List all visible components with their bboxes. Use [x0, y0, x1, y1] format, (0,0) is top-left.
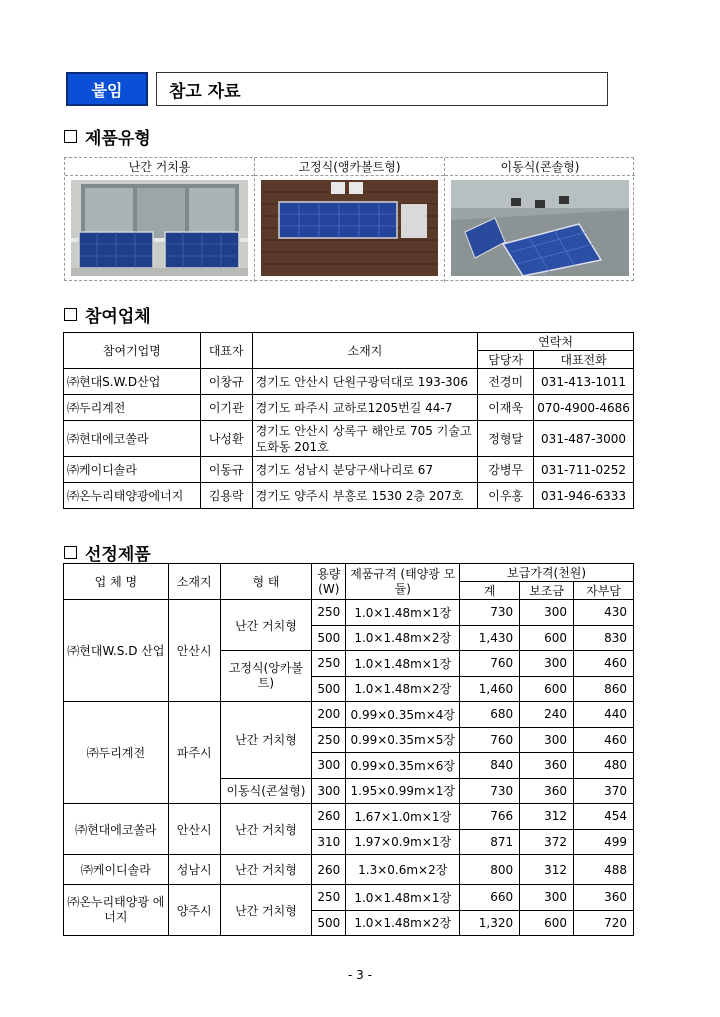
type-cell: 난간 거치형: [220, 855, 312, 885]
section-title-product-types: [64, 124, 151, 149]
capacity-cell: 250: [312, 727, 346, 753]
self-cell: 454: [574, 804, 634, 830]
ceo-cell: 나성환: [200, 421, 252, 457]
header-subsidy: 보조금: [520, 582, 574, 600]
product-type-portable: [445, 158, 635, 282]
self-cell: 860: [574, 676, 634, 702]
total-cell: 1,460: [460, 676, 520, 702]
product-type-label: 고정식(앵카볼트형): [255, 158, 444, 176]
subsidy-cell: 240: [520, 702, 574, 728]
capacity-cell: 250: [312, 651, 346, 677]
total-cell: 760: [460, 727, 520, 753]
header-type: 형 태: [220, 564, 312, 600]
subsidy-cell: 300: [520, 727, 574, 753]
table-row: [64, 421, 634, 457]
table-row: [64, 369, 634, 395]
total-cell: 840: [460, 753, 520, 779]
type-cell: 고정식(앙카볼트): [220, 651, 312, 702]
total-cell: 660: [460, 885, 520, 911]
type-cell: 난간 거치형: [220, 600, 312, 651]
address-cell: 경기도 안산시 단원구광덕대로 193-306: [252, 369, 478, 395]
product-type-fixed: [255, 158, 445, 282]
address-cell: 경기도 성남시 분당구새나리로 67: [252, 457, 478, 483]
self-cell: 460: [574, 727, 634, 753]
phone-cell: 031-413-1011: [534, 369, 634, 395]
capacity-cell: 500: [312, 676, 346, 702]
subsidy-cell: 300: [520, 600, 574, 626]
header-company: 업 체 명: [64, 564, 169, 600]
header-manager: 담당자: [478, 351, 534, 369]
company-cell: ㈜현대W.S.D 산업: [64, 600, 169, 702]
square-bullet-icon: [64, 130, 77, 143]
manager-cell: 강병무: [478, 457, 534, 483]
header-ceo: 대표자: [200, 333, 252, 369]
type-cell: 난간 거치형: [220, 804, 312, 855]
company-cell: ㈜케이디솔라: [64, 457, 201, 483]
company-cell: ㈜현대에코쏠라: [64, 804, 169, 855]
manager-cell: 정형달: [478, 421, 534, 457]
total-cell: 730: [460, 600, 520, 626]
fixed-anchor-photo: [261, 180, 438, 276]
subsidy-cell: 360: [520, 753, 574, 779]
header-phone: 대표전화: [534, 351, 634, 369]
company-cell: ㈜두리계전: [64, 702, 169, 804]
company-cell: ㈜두리계전: [64, 395, 201, 421]
document-header: [66, 72, 608, 106]
address-cell: 경기도 양주시 부흥로 1530 2층 207호: [252, 483, 478, 509]
capacity-cell: 500: [312, 625, 346, 651]
header-contact: 연락처: [478, 333, 634, 351]
subsidy-cell: 312: [520, 804, 574, 830]
spec-cell: 1.97×0.9m×1장: [346, 829, 460, 855]
subsidy-cell: 600: [520, 625, 574, 651]
total-cell: 680: [460, 702, 520, 728]
product-type-label: 난간 거치용: [65, 158, 254, 176]
header-company: 참여기업명: [64, 333, 201, 369]
spec-cell: 1.0×1.48m×1장: [346, 600, 460, 626]
capacity-cell: 300: [312, 778, 346, 804]
table-row: [64, 885, 634, 911]
subsidy-cell: 312: [520, 855, 574, 885]
spec-cell: 0.99×0.35m×4장: [346, 702, 460, 728]
product-type-label: 이동식(콘솔형): [445, 158, 635, 176]
self-cell: 720: [574, 910, 634, 936]
capacity-cell: 310: [312, 829, 346, 855]
subsidy-cell: 300: [520, 885, 574, 911]
self-cell: 460: [574, 651, 634, 677]
company-cell: ㈜온누리태양광에너지: [64, 483, 201, 509]
total-cell: 1,320: [460, 910, 520, 936]
spec-cell: 1.0×1.48m×2장: [346, 910, 460, 936]
type-cell: 이동식(콘설형): [220, 778, 312, 804]
table-row: [64, 804, 634, 830]
spec-cell: 1.0×1.48m×1장: [346, 651, 460, 677]
table-row: [64, 855, 634, 885]
spec-cell: 1.3×0.6m×2장: [346, 855, 460, 885]
ceo-cell: 이기관: [200, 395, 252, 421]
capacity-cell: 260: [312, 855, 346, 885]
self-cell: 360: [574, 885, 634, 911]
spec-cell: 0.99×0.35m×5장: [346, 727, 460, 753]
header-total: 계: [460, 582, 520, 600]
table-row: [64, 600, 634, 626]
self-cell: 370: [574, 778, 634, 804]
self-cell: 480: [574, 753, 634, 779]
header-capacity: 용량 (W): [312, 564, 346, 600]
attachment-badge: 붙임: [66, 72, 148, 106]
page-number: - 3 -: [348, 968, 372, 982]
phone-cell: 031-711-0252: [534, 457, 634, 483]
location-cell: 파주시: [168, 702, 220, 804]
type-cell: 난간 거치형: [220, 885, 312, 936]
section-title-text: 참여업체: [85, 307, 151, 327]
header-spec: 제품규격 (태양광 모듈): [346, 564, 460, 600]
portable-console-photo: [451, 180, 629, 276]
self-cell: 499: [574, 829, 634, 855]
spec-cell: 1.0×1.48m×1장: [346, 885, 460, 911]
participants-table: [63, 332, 634, 509]
address-cell: 경기도 안산시 상록구 해안로 705 기술고도화동 201호: [252, 421, 478, 457]
table-row: [64, 702, 634, 728]
self-cell: 488: [574, 855, 634, 885]
total-cell: 730: [460, 778, 520, 804]
subsidy-cell: 372: [520, 829, 574, 855]
location-cell: 안산시: [168, 804, 220, 855]
capacity-cell: 260: [312, 804, 346, 830]
square-bullet-icon: [64, 308, 77, 321]
section-title-participants: [64, 302, 151, 327]
type-cell: 난간 거치형: [220, 702, 312, 779]
table-row: [64, 395, 634, 421]
total-cell: 871: [460, 829, 520, 855]
self-cell: 440: [574, 702, 634, 728]
spec-cell: 1.0×1.48m×2장: [346, 625, 460, 651]
subsidy-cell: 600: [520, 676, 574, 702]
subsidy-cell: 600: [520, 910, 574, 936]
capacity-cell: 250: [312, 600, 346, 626]
section-title-text: 선정제품: [85, 545, 151, 565]
phone-cell: 031-946-6333: [534, 483, 634, 509]
header-self: 자부담: [574, 582, 634, 600]
subsidy-cell: 360: [520, 778, 574, 804]
capacity-cell: 200: [312, 702, 346, 728]
table-row: [64, 483, 634, 509]
spec-cell: 1.67×1.0m×1장: [346, 804, 460, 830]
spec-cell: 1.95×0.99m×1장: [346, 778, 460, 804]
capacity-cell: 250: [312, 885, 346, 911]
total-cell: 766: [460, 804, 520, 830]
spec-cell: 0.99×0.35m×6장: [346, 753, 460, 779]
manager-cell: 이재욱: [478, 395, 534, 421]
capacity-cell: 300: [312, 753, 346, 779]
location-cell: 안산시: [168, 600, 220, 702]
header-address: 소재지: [252, 333, 478, 369]
square-bullet-icon: [64, 546, 77, 559]
product-type-railing: [65, 158, 255, 282]
manager-cell: 이우홍: [478, 483, 534, 509]
ceo-cell: 이창규: [200, 369, 252, 395]
header-price: 보급가격(천원): [460, 564, 634, 582]
address-cell: 경기도 파주시 교하로1205번길 44-7: [252, 395, 478, 421]
company-cell: ㈜현대에코쏠라: [64, 421, 201, 457]
ceo-cell: 이동규: [200, 457, 252, 483]
company-cell: ㈜온누리태양광 에너지: [64, 885, 169, 936]
total-cell: 760: [460, 651, 520, 677]
company-cell: ㈜케이디솔라: [64, 855, 169, 885]
spec-cell: 1.0×1.48m×2장: [346, 676, 460, 702]
subsidy-cell: 300: [520, 651, 574, 677]
table-row: [64, 457, 634, 483]
header-location: 소재지: [168, 564, 220, 600]
manager-cell: 전경미: [478, 369, 534, 395]
location-cell: 성남시: [168, 855, 220, 885]
self-cell: 430: [574, 600, 634, 626]
phone-cell: 070-4900-4686: [534, 395, 634, 421]
section-title-text: 제품유형: [85, 129, 151, 149]
ceo-cell: 김용락: [200, 483, 252, 509]
selected-products-table: [63, 563, 634, 936]
header-title: 참고 자료: [156, 72, 608, 106]
product-type-grid: [64, 157, 634, 281]
capacity-cell: 500: [312, 910, 346, 936]
railing-mount-photo: [71, 180, 248, 276]
section-title-selected-products: [64, 540, 151, 565]
self-cell: 830: [574, 625, 634, 651]
total-cell: 1,430: [460, 625, 520, 651]
total-cell: 800: [460, 855, 520, 885]
location-cell: 양주시: [168, 885, 220, 936]
phone-cell: 031-487-3000: [534, 421, 634, 457]
company-cell: ㈜현대S.W.D산업: [64, 369, 201, 395]
